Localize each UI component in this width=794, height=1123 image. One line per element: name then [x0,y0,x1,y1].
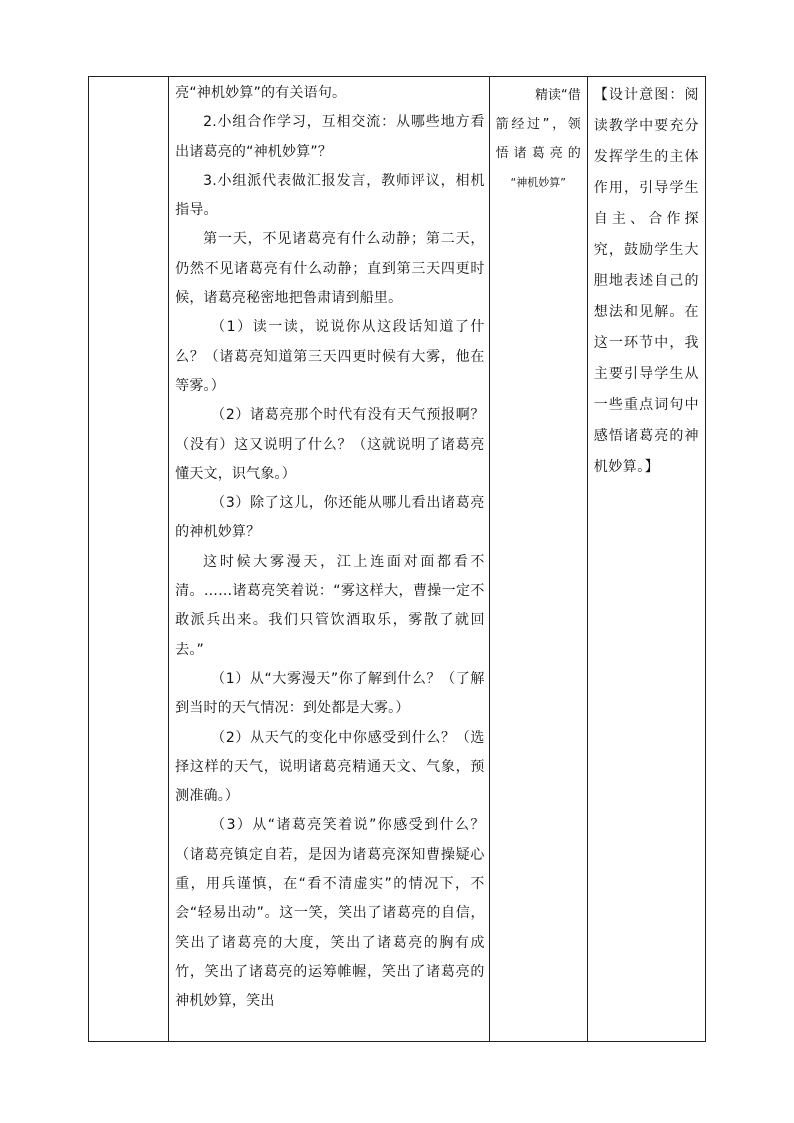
goal-line: 精读“借 [535,88,581,103]
design-intent-cell [587,77,705,1042]
process-paragraph: 3.小组派代表做汇报发言，教师评议，相机指导。 [175,172,485,219]
teaching-process-cell [169,77,490,1042]
process-paragraph: 亮“神机妙算”的有关语句。 [175,85,347,101]
question-paragraph: （1）读一读，说说你从这段话知道了什么？（诸葛亮知道第三天四更时候有大雾，他在等雾。） [175,319,485,394]
text-excerpt: 第一天，不见诸葛亮有什么动静；第二天，仍然不见诸葛亮有什么动静；直到第三天四更时候，诸葛亮秘密地把鲁肃请到船里。 [175,231,485,307]
lesson-plan-table [88,76,706,1042]
question-paragraph: （3）从“诸葛亮笑着说”你感受到什么？（诸葛亮镇定自若，是因为诸葛亮深知曹操疑心重，用兵谨慎，在“看不清虚实”的情况下，不会“轻易出动”。这一笑，笑出了诸葛亮的自信，笑出了诸葛亮的大度，笑出了诸葛亮的胸有成竹，笑出了诸葛亮的运筹帷幄，笑出了诸葛亮的神机妙算，笑出 [175,817,485,1010]
question-paragraph: （1）从“大雾漫天”你了解到什么？（了解到当时的天气情况：到处都是大雾。） [175,670,485,717]
goal-line: 悟诸葛亮的 [495,146,581,161]
goal-line: 箭经过”，领 [495,117,581,132]
question-paragraph: （2）从天气的变化中你感受到什么？（选择这样的天气，说明诸葛亮精通天文、气象，预测准确。） [175,729,485,805]
text-excerpt: 这时候大雾漫天，江上连面对面都看不清。……诸葛亮笑着说：“雾这样大，曹操一定不敢派兵出来。我们只管饮酒取乐，雾散了就回去。” [175,553,485,658]
teaching-goal-cell [489,77,587,1042]
goal-line: “神机妙算” [510,176,566,189]
design-intent-text: 【设计意图：阅读教学中要充分发挥学生的主体作用，引导学生自主、合作探究，鼓励学生大胆地表述自己的想法和见解。在这一环节中，我主要引导学生从一些重点词句中感悟诸葛亮的神机妙算。】 [593,87,699,475]
process-paragraph: 2.小组合作学习，互相交流：从哪些地方看出诸葛亮的“神机妙算”？ [175,114,485,160]
table-row [89,77,706,1042]
question-paragraph: （3）除了这儿，你还能从哪儿看出诸葛亮的神机妙算？ [175,495,485,541]
blank-stage-cell [89,77,169,1042]
question-paragraph: （2）诸葛亮那个时代有没有天气预报啊？（没有）这又说明了什么？（这就说明了诸葛亮懂天文，识气象。） [175,407,485,482]
